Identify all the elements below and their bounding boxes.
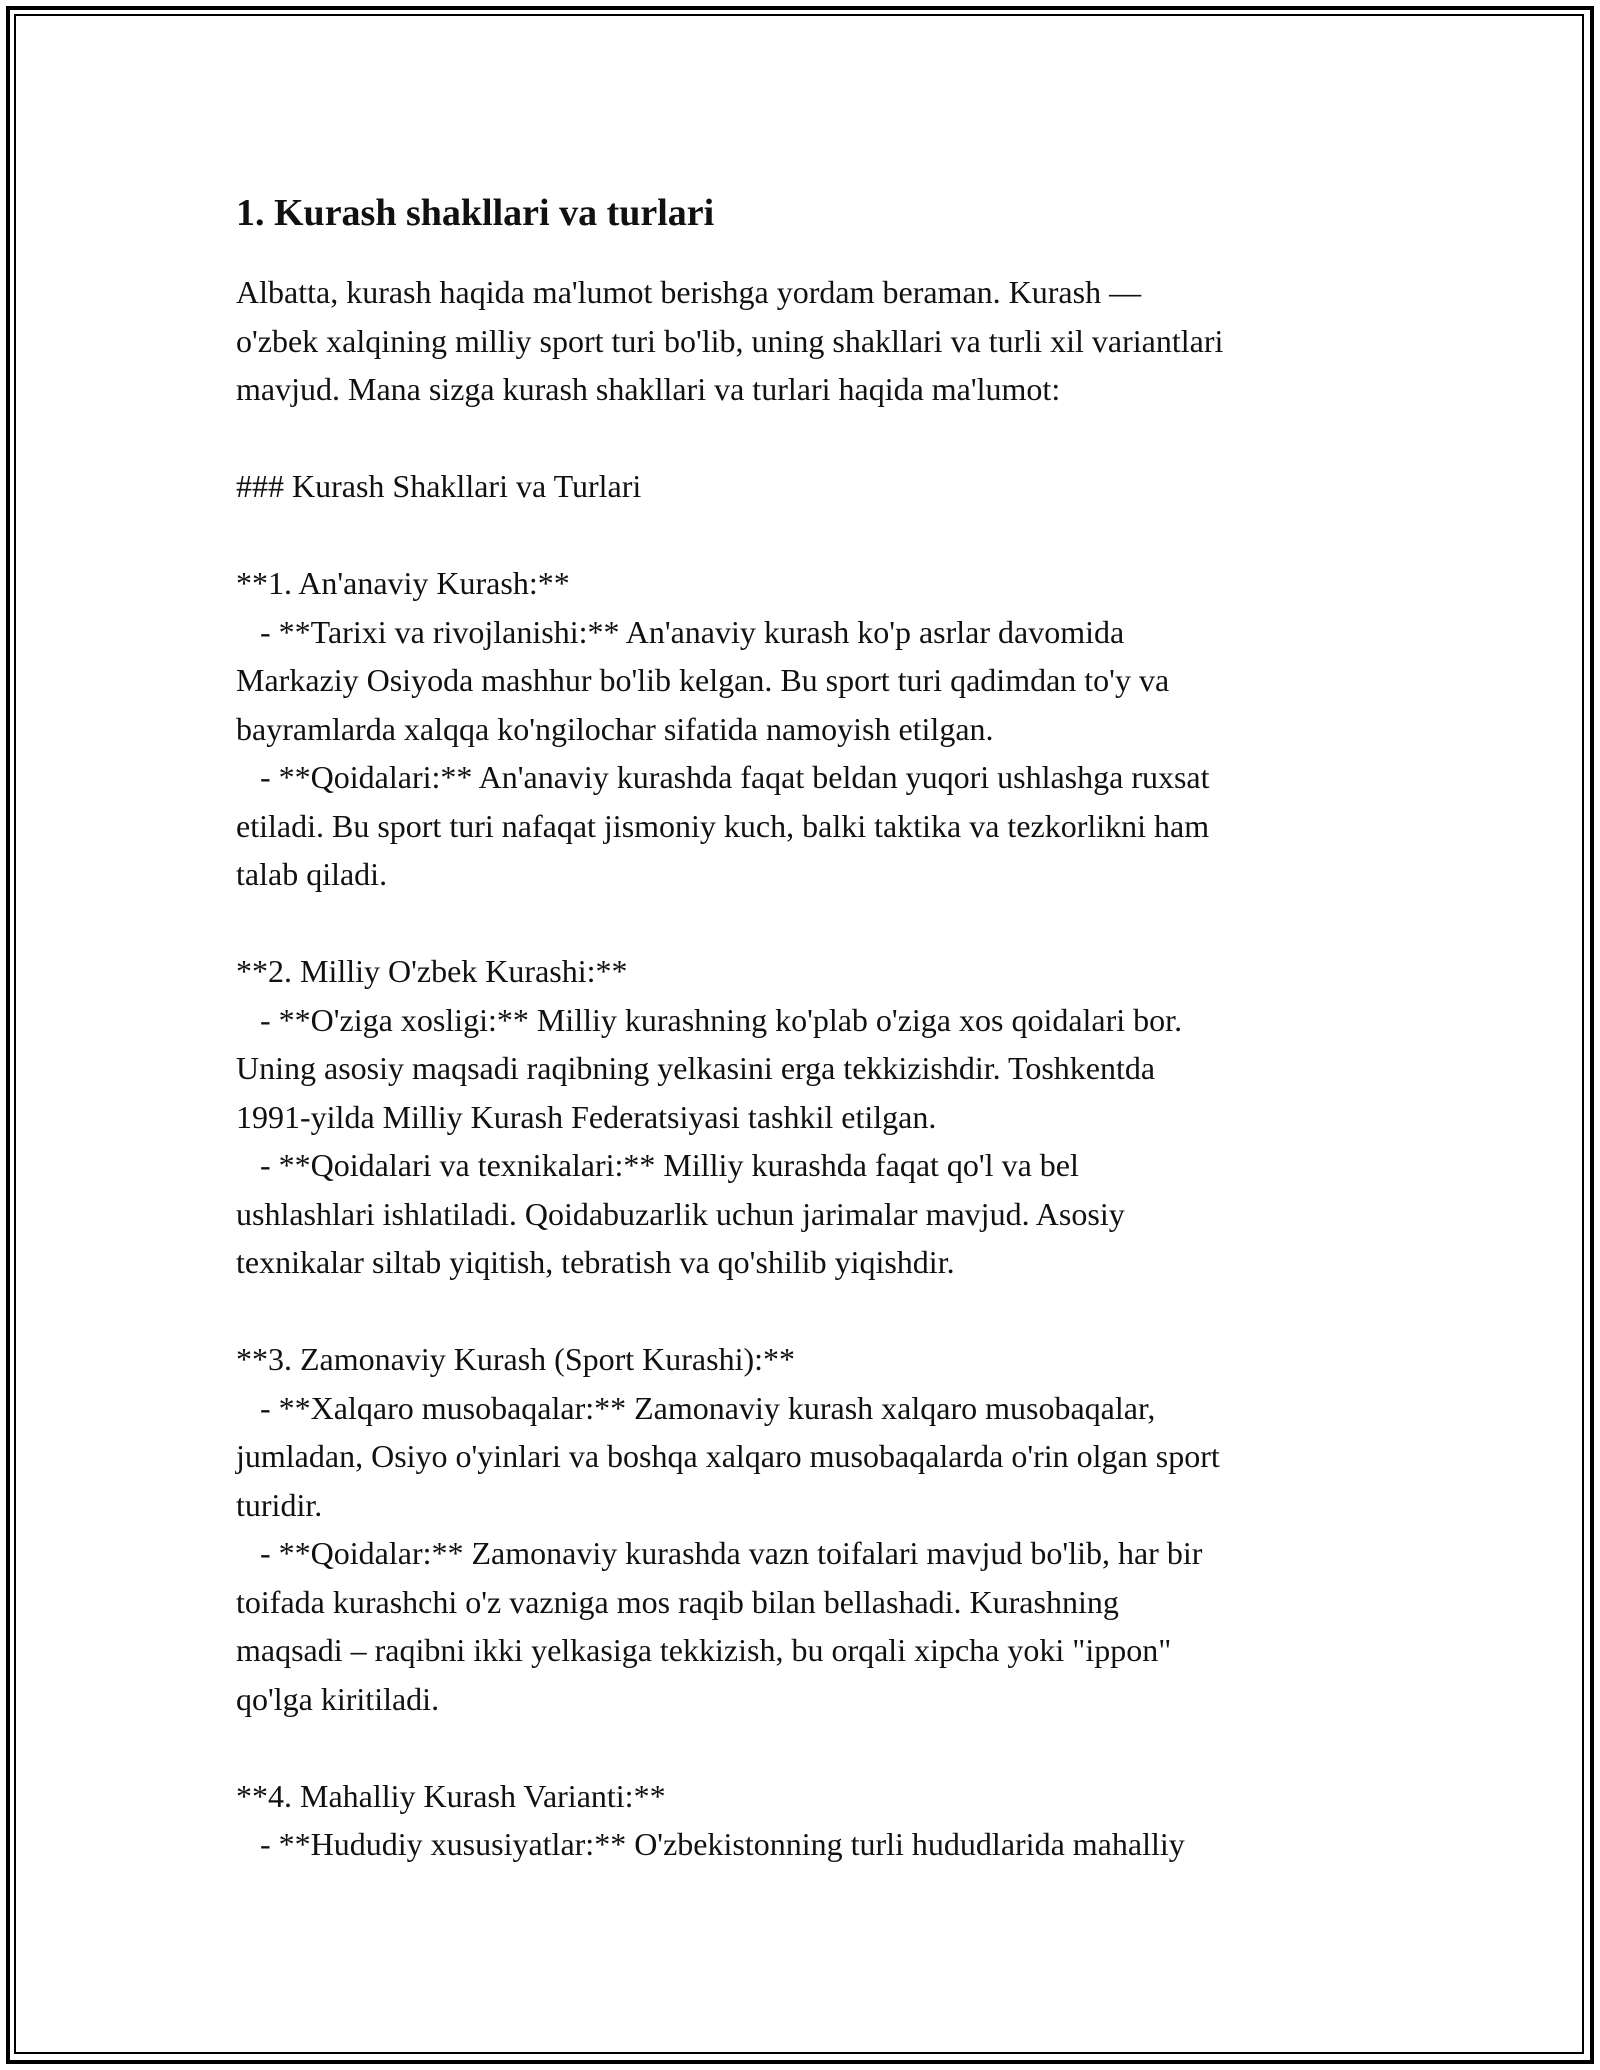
document-title: 1. Kurash shakllari va turlari xyxy=(236,192,715,234)
document-body: Albatta, kurash haqida ma'lumot berishga yordam beraman. Kurash — o'zbek xalqining milliy sport turi bo'lib, uning shakllari va turli xil variantlari mavjud. Mana sizga kurash shakllari va turlari haqida ma'lumot: ### Kurash Shakllari va Turlari **1. An'anaviy Kurash:** - **Tarixi va rivojlanishi:** An'anaviy kurash ko'p asrlar davomida Markaziy Osiyoda mashhur bo'lib kelgan. Bu sport turi qadimdan to'y va bayramlarda xalqqa ko'ngilochar sifatida namoyish etilgan. - **Qoidalari:** An'anaviy kurashda faqat beldan yuqori ushlashga ruxsat etiladi. Bu sport turi nafaqat jismoniy kuch, balki taktika va tezkorlikni ham talab qiladi. **2. Milliy O'zbek Kurashi:** - **O'ziga xosligi:** Milliy kurashning ko'plab o'ziga xos qoidalari bor. Uning asosiy maqsadi raqibning yelkasini erga tekkizishdir. Toshkentda 1991-yilda Milliy Kurash Federatsiyasi tashkil etilgan. - **Qoidalari va texnikalari:** Milliy kurashda faqat qo'l va bel ushlashlari ishlatiladi. Qoidabuzarlik uchun jarimalar mavjud. Asosiy texnikalar siltab yiqitish, tebratish va qo'shilib yiqishdir. **3. Zamonaviy Kurash (Sport Kurashi):** - **Xalqaro musobaqalar:** Zamonaviy kurash xalqaro musobaqalar, jumladan, Osiyo o'yinlari va boshqa xalqaro musobaqalarda o'rin olgan sport turidir. - **Qoidalar:** Zamonaviy kurashda vazn toifalari mavjud bo'lib, har bir toifada kurashchi o'z vazniga mos raqib bilan bellashadi. Kurashning maqsadi – raqibni ikki yelkasiga tekkizish, bu orqali xipcha yoki "ippon" qo'lga kiritiladi. **4. Mahalliy Kurash Varianti:** - **Hududiy xususiyatlar:** O'zbekistonning turli hududlarida mahalliy xyxy=(236,274,1224,1862)
document-page xyxy=(236,188,1386,1869)
